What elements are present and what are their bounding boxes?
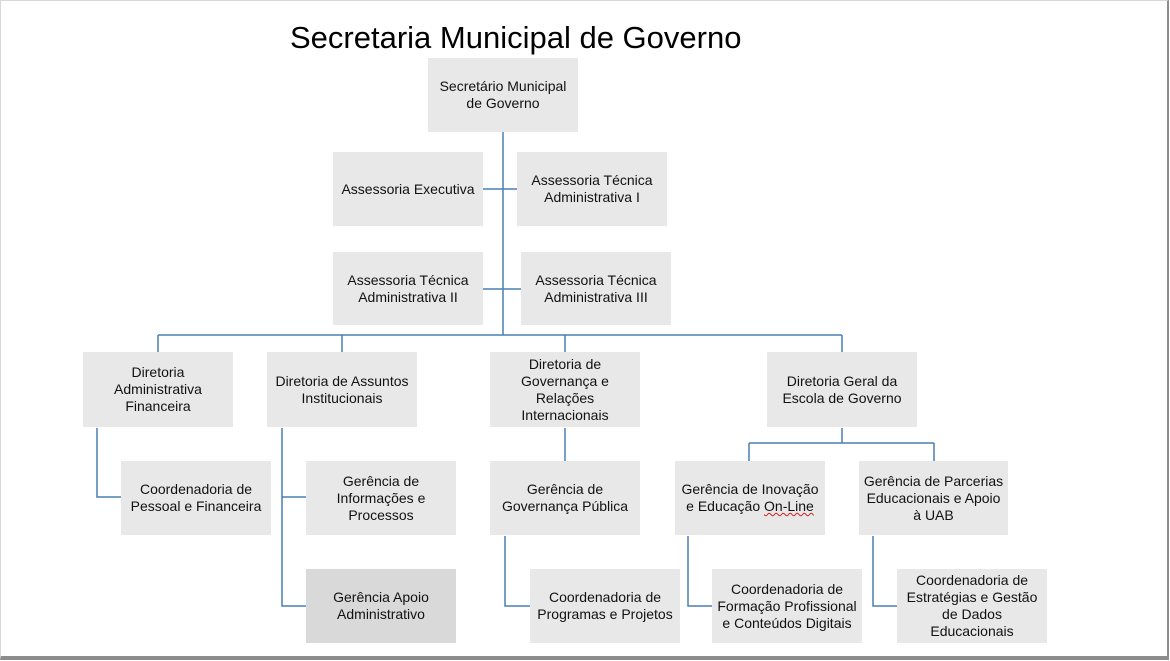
connector-coord-programas — [505, 536, 530, 606]
node-label-part: Gerência de Inovação e Educação — [681, 481, 819, 514]
node-diretoria-assuntos[interactable] — [267, 352, 417, 427]
node-diretoria-adm-fin[interactable] — [83, 352, 233, 427]
node-label: Coordenadoria de Formação Profissional e Conteúdos Digitais — [717, 580, 857, 631]
node-label — [679, 481, 821, 515]
connector-coord-estrategias — [873, 536, 897, 606]
node-assessoria-tecnica-2[interactable] — [333, 252, 483, 325]
node-coord-formacao[interactable] — [712, 569, 862, 643]
node-label: Assessoria Executiva — [341, 180, 475, 197]
connector-assuntos-children — [282, 428, 306, 606]
node-diretoria-escola[interactable] — [767, 352, 917, 427]
node-label: Diretoria de Governança e Relações Internacionais — [521, 355, 609, 423]
node-label: Secretário Municipal de Governo — [439, 78, 567, 111]
node-label: Assessoria Técnica Administrativa I — [531, 172, 653, 205]
node-ger-inovacao[interactable] — [675, 461, 825, 535]
node-label: Diretoria de Assuntos Institucionais — [275, 372, 409, 406]
node-label: Assessoria Técnica Administrativa II — [347, 271, 469, 305]
node-coord-programas[interactable] — [530, 569, 680, 643]
node-label: Gerência de Governança Pública — [501, 481, 629, 514]
connector-coord-pessoal — [97, 428, 121, 497]
node-ger-governanca-publica[interactable] — [490, 461, 640, 535]
node-label: Diretoria Geral da Escola de Governo — [782, 372, 902, 406]
node-assessoria-executiva[interactable] — [333, 152, 483, 226]
node-label: Gerência Apoio Administrativo — [333, 589, 429, 622]
node-label: Coordenadoria de Programas e Projetos — [537, 589, 673, 622]
node-label: Coordenadoria de Pessoal e Financeira — [130, 481, 262, 514]
page-title: Secretaria Municipal de Governo — [290, 20, 742, 55]
node-ger-apoio-adm[interactable] — [306, 569, 456, 643]
node-ger-parcerias[interactable] — [859, 461, 1008, 535]
node-coord-estrategias[interactable] — [897, 569, 1047, 643]
node-coord-pessoal[interactable] — [121, 461, 271, 535]
node-secretario[interactable] — [428, 58, 578, 132]
node-assessoria-tecnica-3[interactable] — [521, 252, 671, 325]
node-label: Assessoria Técnica Administrativa III — [535, 271, 657, 305]
node-label: Coordenadoria de Estratégias e Gestão de Dados Educacionais — [906, 572, 1038, 639]
node-label: Diretoria Administrativa Financeira — [114, 364, 202, 414]
connector-coord-formacao — [688, 536, 712, 606]
node-label: Gerência de Parcerias Educacionais e Apoio à UAB — [863, 472, 1004, 523]
node-label-spellcheck: On-Line — [764, 498, 814, 514]
connector-escola-bus — [749, 428, 934, 461]
node-diretoria-governanca[interactable] — [490, 352, 640, 427]
node-assessoria-tecnica-1[interactable] — [517, 152, 667, 226]
node-label: Gerência de Informações e Processos — [336, 472, 426, 523]
node-ger-informacoes[interactable] — [306, 461, 456, 535]
